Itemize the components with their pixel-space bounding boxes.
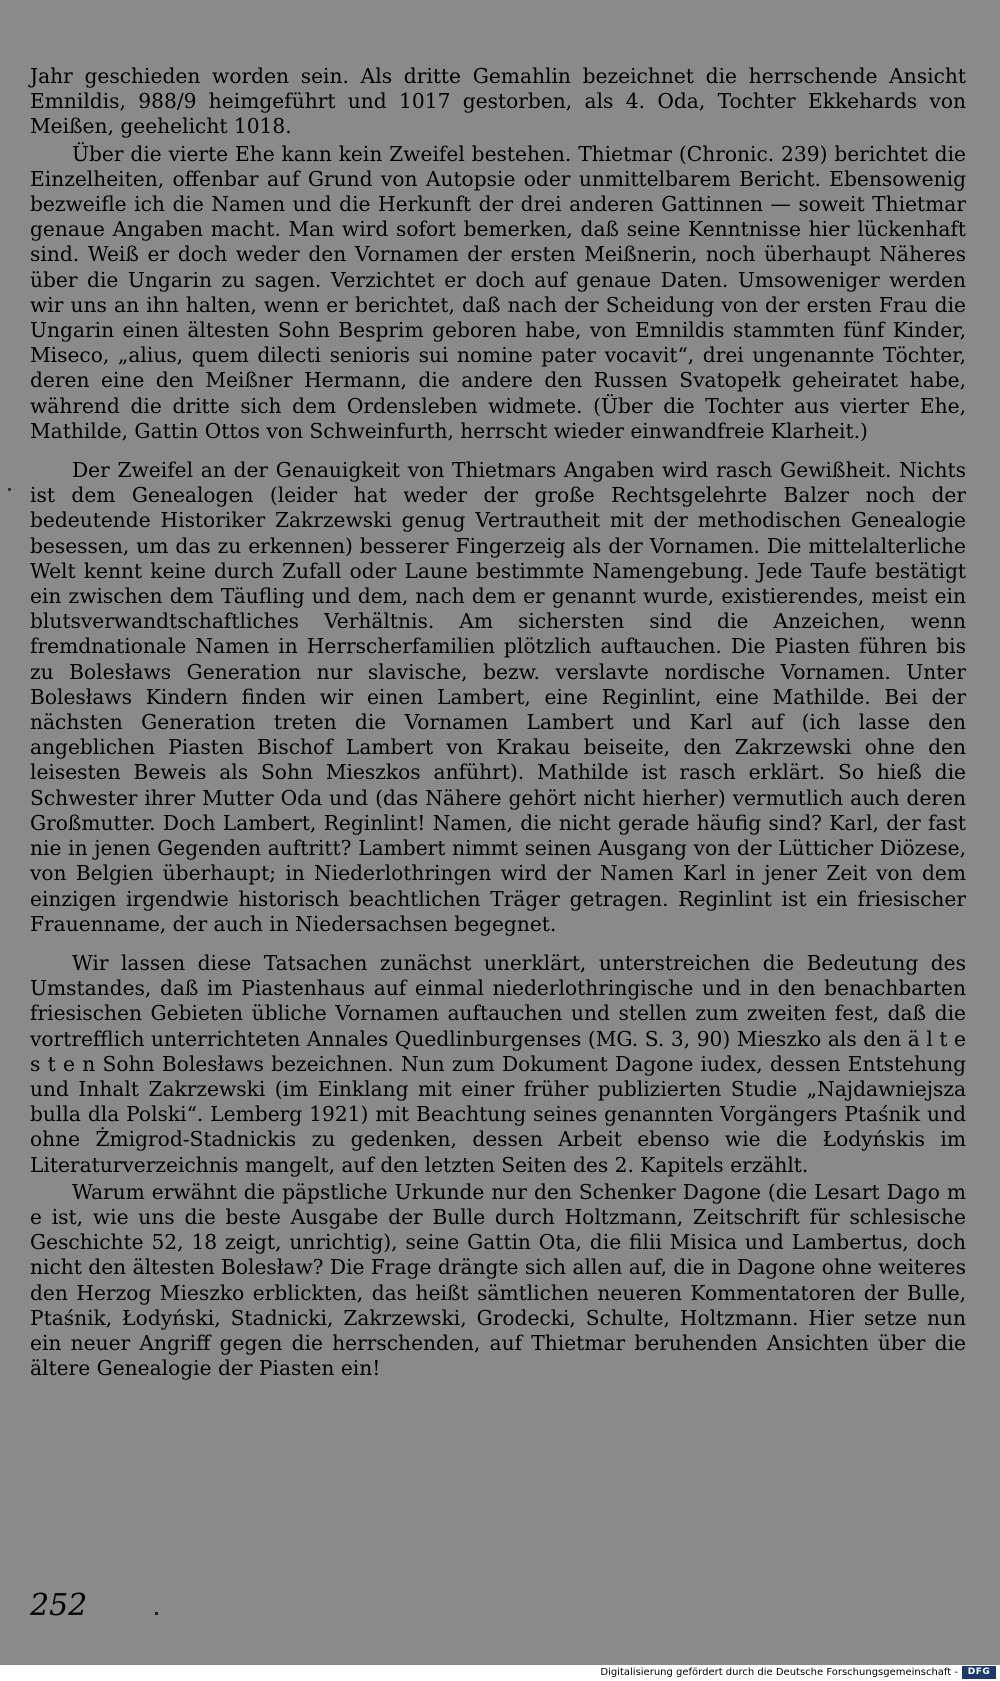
- funding-notice: Digitalisierung gefördert durch die Deutsche Forschungsgemeinschaft -: [600, 1667, 958, 1678]
- page-speck: [155, 1612, 158, 1615]
- paragraph-1: Jahr geschieden worden sein. Als dritte Gemahlin bezeichnet die herrschende Ansicht Emnildis, 988/9 heimgeführt und 1017 gestorben, als 4. Oda, Tochter Ekkehards von Meißen, geehelicht 1018.: [30, 64, 966, 139]
- dfg-logo-icon: DFG: [962, 1666, 996, 1679]
- footer-bar: [0, 1665, 1000, 1681]
- body-text: [30, 64, 966, 1381]
- page-number: 252: [30, 1588, 88, 1623]
- paragraph-5: Warum erwähnt die päpstliche Urkunde nur den Schenker Dagone (die Lesart Dago m e ist, wie uns die beste Ausgabe der Bulle durch Holtzmann, Zeitschrift für schlesische Geschichte 52, 18 zeigt, unrichtig), seine Gattin Ota, die filii Misica und Lambertus, doch nicht den ältesten Bolesław? Die Frage drängte sich allen auf, die in Dagone ohne weiteres den Herzog Mieszko erblickten, das heißt sämtlichen neueren Kommentatoren der Bulle, Ptaśnik, Łodyński, Stadnicki, Zakrzewski, Grodecki, Schulte, Holtzmann. Hier setze nun ein neuer Angriff gegen die herrschenden, auf Thietmar beruhenden Ansichten über die ältere Genealogie der Piasten ein!: [30, 1179, 966, 1381]
- paragraph-4: Wir lassen diese Tatsachen zunächst unerklärt, unterstreichen die Bedeutung des Umstandes, daß im Piastenhaus auf einmal niederlothringische und in den benachbarten friesischen Gebieten übliche Vornamen auftauchen und stellen zum zweiten fest, daß die vortrefflich unterrichteten Annales Quedlinburgenses (MG. S. 3, 90) Mieszko als den ä l t e s t e n Sohn Bolesławs bezeichnen. Nun zum Dokument Dagone iudex, dessen Entstehung und Inhalt Zakrzewski (im Einklang mit einer früher publizierten Studie „Najdawniejsza bulla dla Polski“. Lemberg 1921) mit Beachtung seines genannten Vorgängers Ptaśnik und ohne Żmigrod-Stadnickis zu gedenken, dessen Arbeit ebenso wie die Łodyńskis im Literaturverzeichnis mangelt, auf den letzten Seiten des 2. Kapitels erzählt.: [30, 950, 966, 1177]
- margin-speck: [8, 488, 11, 491]
- paragraph-2: Über die vierte Ehe kann kein Zweifel bestehen. Thietmar (Chronic. 239) berichtet die Einzelheiten, offenbar auf Grund von Autopsie oder unmittelbarem Bericht. Ebensowenig bezweifle ich die Namen und die Herkunft der drei anderen Gattinnen — soweit Thietmar genaue Angaben macht. Man wird sofort bemerken, daß seine Kenntnisse hier lückenhaft sind. Weiß er doch weder den Vornamen der ersten Meißnerin, noch überhaupt Näheres über die Ungarin zu sagen. Verzichtet er doch auf genaue Daten. Umsoweniger werden wir uns an ihn halten, wenn er berichtet, daß nach der Scheidung von der ersten Frau die Ungarin einen ältesten Sohn Besprim geboren habe, von Emnildis stammten fünf Kinder, Miseco, „alius, quem dilecti senioris sui nomine pater vocavit“, drei ungenannte Töchter, deren eine den Meißner Hermann, die andere den Russen Svatopełk geheiratet habe, während die dritte sich dem Ordensleben widmete. (Über die Tochter aus vierter Ehe, Mathilde, Gattin Ottos von Schweinfurth, herrscht wieder einwandfreie Klarheit.): [30, 141, 966, 443]
- paragraph-3: Der Zweifel an der Genauigkeit von Thietmars Angaben wird rasch Gewißheit. Nichts ist dem Genealogen (leider hat weder der große Rechtsgelehrte Balzer noch der bedeutende Historiker Zakrzewski genug Vertrautheit mit der methodischen Genealogie besessen, um das zu erkennen) besserer Fingerzeig als der Vornamen. Die mittelalterliche Welt kennt keine durch Zufall oder Laune bestimmte Namengebung. Jede Taufe bestätigt ein zwischen dem Täufling und dem, nach dem er genannt wurde, existierendes, meist ein blutsverwandtschaftliches Verhältnis. Am sichersten sind die Anzeichen, wenn fremdnationale Namen in Herrscherfamilien plötzlich auftauchen. Die Piasten führen bis zu Bolesławs Generation nur slavische, bezw. verslavte nordische Vornamen. Unter Bolesławs Kindern finden wir einen Lambert, eine Reginlint, eine Mathilde. Bei der nächsten Generation treten die Vornamen Lambert und Karl auf (ich lasse den angeblichen Piasten Bischof Lambert von Krakau beiseite, den Zakrzewski ohne den leisesten Beweis als Sohn Mieszkos anführt). Mathilde ist rasch erklärt. So hieß die Schwester ihrer Mutter Oda und (das Nähere gehört nicht hierher) vermutlich auch deren Großmutter. Doch Lambert, Reginlint! Namen, die nicht gerade häufig sind? Karl, der fast nie in jenen Gegenden auftritt? Lambert nimmt seinen Ausgang von der Lütticher Diözese, von Belgien überhaupt; in Niederlothringen wird der Namen Karl in jener Zeit von dem einzigen irgendwie historisch beachtlichen Träger getragen. Reginlint ist ein friesischer Frauenname, der auch in Niedersachsen begegnet.: [30, 458, 966, 936]
